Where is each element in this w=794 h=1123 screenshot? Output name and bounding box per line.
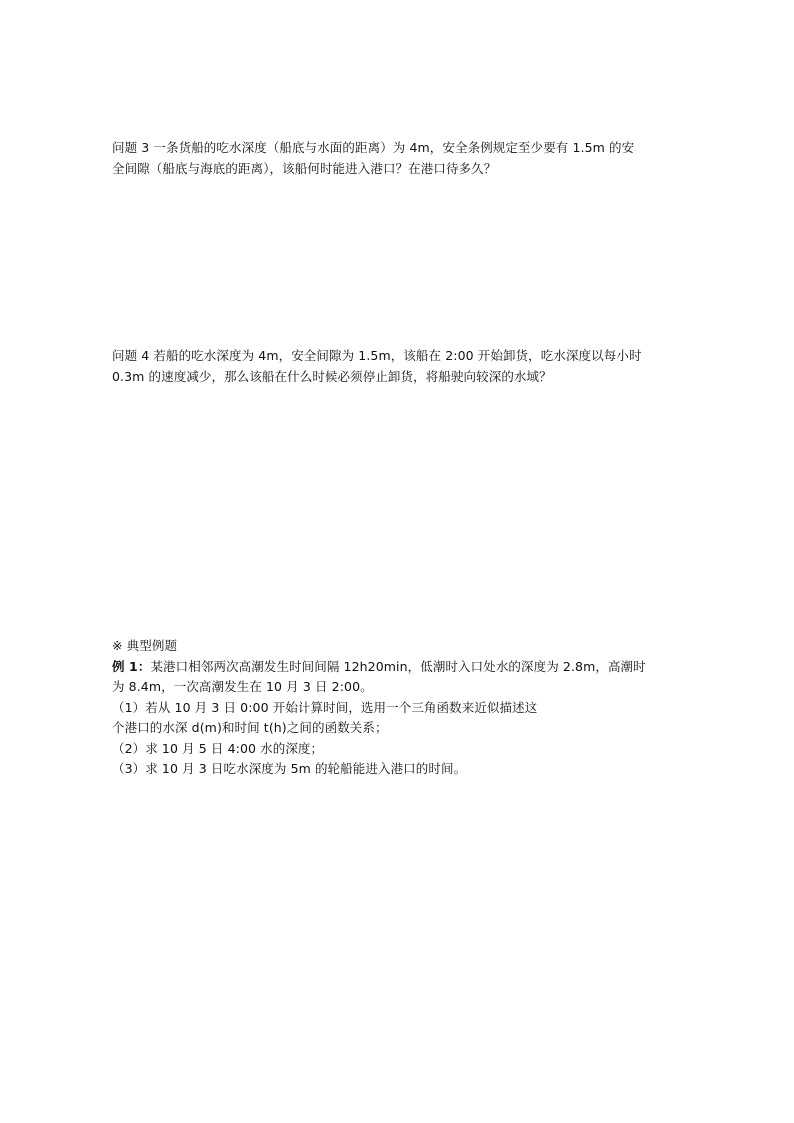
example-1-part-2: （2）求 10 月 5 日 4:00 水的深度； [112,740,324,756]
example-1-part-1: （1）若从 10 月 3 日 0:00 开始计算时间，选用一个三角函数来近似描述这 [112,699,538,715]
question-4-line-1: 问题 4 若船的吃水深度为 4m，安全间隙为 1.5m，该船在 2:00 开始卸货，吃水深度以每小时 [112,348,642,363]
example-label: 例 1： [112,658,151,674]
section-heading: ※ 典型例题 [112,638,178,653]
question-4-paragraph [112,346,692,387]
example-1-part-1-continued: 个港口的水深 d(m)和时间 t(h)之间的函数关系； [112,720,388,735]
example-1-line-1 [112,657,692,678]
example-1-line-2: 为 8.4m，一次高潮发生在 10 月 3 日 2:00。 [112,679,373,694]
question-3-line-2: 全间隙（船底与海底的距离），该船何时能进入港口？在港口待多久？ [112,160,497,176]
example-section [112,636,692,780]
question-3-paragraph [112,138,692,179]
question-4-line-2: 0.3m 的速度减少，那么该船在什么时候必须停止卸货，将船驶向较深的水域？ [112,368,552,384]
example-1-line-1-text: 某港口相邻两次高潮发生时间间隔 12h20min，低潮时入口处水的深度为 2.8m，高潮时 [150,658,646,674]
question-3-line-1: 问题 3 一条货船的吃水深度（船底与水面的距离）为 4m，安全条例规定至少要有 1.5m 的安 [112,140,635,155]
example-1-part-3: （3）求 10 月 3 日吃水深度为 5m 的轮船能进入港口的时间。 [112,761,467,776]
